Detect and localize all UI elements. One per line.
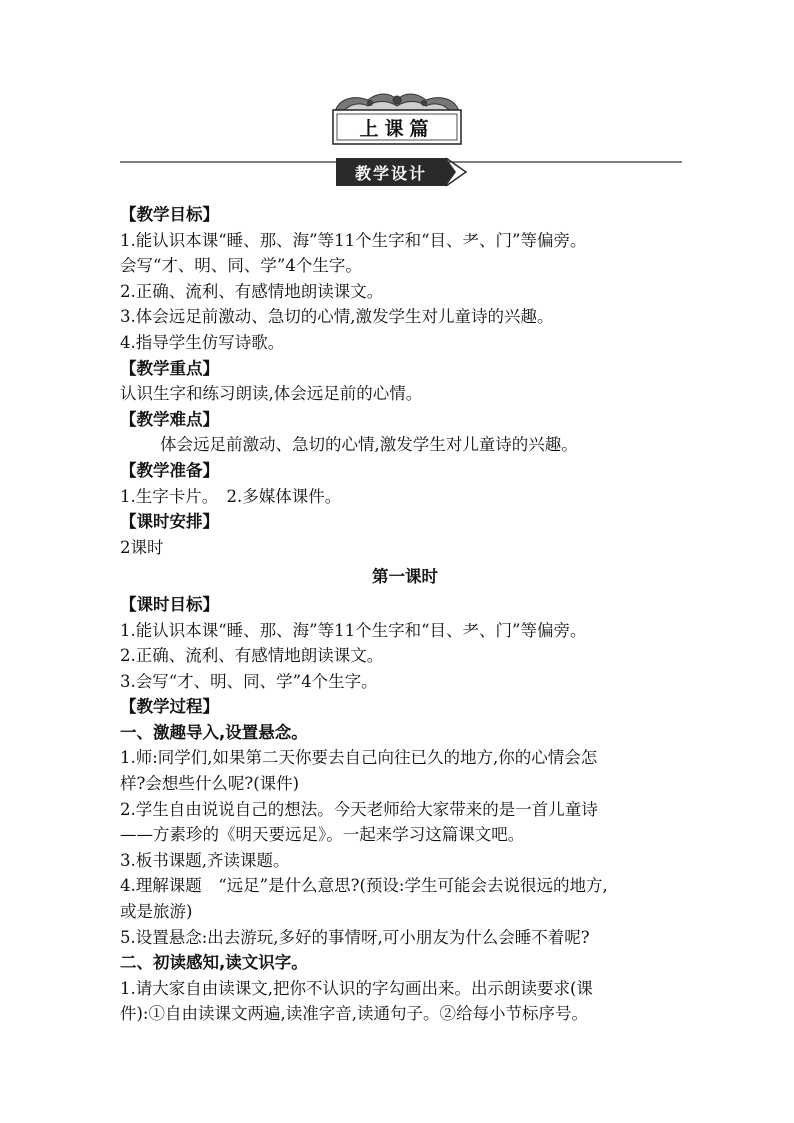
banner-title: 上课篇 bbox=[359, 117, 435, 140]
banner-subtitle: 教学设计 bbox=[354, 163, 427, 183]
section-heading: 【教学难点】 bbox=[120, 409, 219, 429]
paragraph-line: 1.能认识本课“睡、那、海”等11个生字和“目、耂、门”等偏旁。 bbox=[120, 230, 587, 250]
paragraph-line: 3.板书课题,齐读课题。 bbox=[120, 850, 290, 870]
paragraph-line: 件):①自由读课文两遍,读准字音,读通句子。②给每小节标序号。 bbox=[120, 1004, 588, 1024]
section-heading: 【课时安排】 bbox=[120, 512, 219, 532]
paragraph-line: ——方素珍的《明天要远足》。一起来学习这篇课文吧。 bbox=[120, 825, 525, 845]
section-heading: 【教学重点】 bbox=[120, 358, 219, 378]
paragraph-line: 2.正确、流利、有感情地朗读课文。 bbox=[120, 281, 384, 301]
paragraph-line: 5.设置悬念:出去游玩,多好的事情呀,可小朋友为什么会睡不着呢? bbox=[120, 927, 590, 947]
subsection-heading: 二、初读感知,读文识字。 bbox=[120, 953, 308, 973]
paragraph-line: 认识生字和练习朗读,体会远足前的心情。 bbox=[120, 384, 423, 404]
paragraph-line: 3.体会远足前激动、急切的心情,激发学生对儿童诗的兴趣。 bbox=[120, 307, 554, 327]
paragraph-line: 1.能认识本课“睡、那、海”等11个生字和“目、耂、门”等偏旁。 bbox=[120, 620, 587, 640]
paragraph-line: 样?会想些什么呢?(课件) bbox=[120, 774, 300, 794]
header-banner bbox=[0, 0, 794, 200]
section-heading: 【课时目标】 bbox=[120, 594, 219, 614]
paragraph-line: 2.学生自由说说自己的想法。今天老师给大家带来的是一首儿童诗 bbox=[120, 799, 598, 819]
paragraph-line: 2课时 bbox=[120, 537, 164, 557]
paragraph-line: 体会远足前激动、急切的心情,激发学生对儿童诗的兴趣。 bbox=[160, 435, 578, 455]
subsection-heading: 一、激趣导入,设置悬念。 bbox=[120, 722, 308, 742]
paragraph-line: 4.理解课题 “远足”是什么意思?(预设:学生可能会去说很远的地方, bbox=[120, 876, 608, 896]
paragraph-line: 1.生字卡片。 2.多媒体课件。 bbox=[120, 486, 342, 506]
paragraph-line: 1.师:同学们,如果第二天你要去自己向往已久的地方,你的心情会怎 bbox=[120, 748, 598, 768]
section-heading: 【教学过程】 bbox=[120, 697, 219, 717]
section-heading: 【教学准备】 bbox=[120, 460, 219, 480]
document-body bbox=[120, 202, 690, 1027]
paragraph-line: 或是旅游) bbox=[120, 902, 193, 922]
paragraph-line: 3.会写“才、明、同、学”4个生字。 bbox=[120, 671, 378, 691]
lesson-title: 第一课时 bbox=[372, 567, 438, 587]
paragraph-line: 1.请大家自由读课文,把你不认识的字勾画出来。出示朗读要求(课 bbox=[120, 978, 593, 998]
paragraph-line: 2.正确、流利、有感情地朗读课文。 bbox=[120, 646, 384, 666]
section-heading: 【教学目标】 bbox=[120, 205, 219, 224]
paragraph-line: 会写“才、明、同、学”4个生字。 bbox=[120, 256, 362, 276]
paragraph-line: 4.指导学生仿写诗歌。 bbox=[120, 332, 285, 352]
